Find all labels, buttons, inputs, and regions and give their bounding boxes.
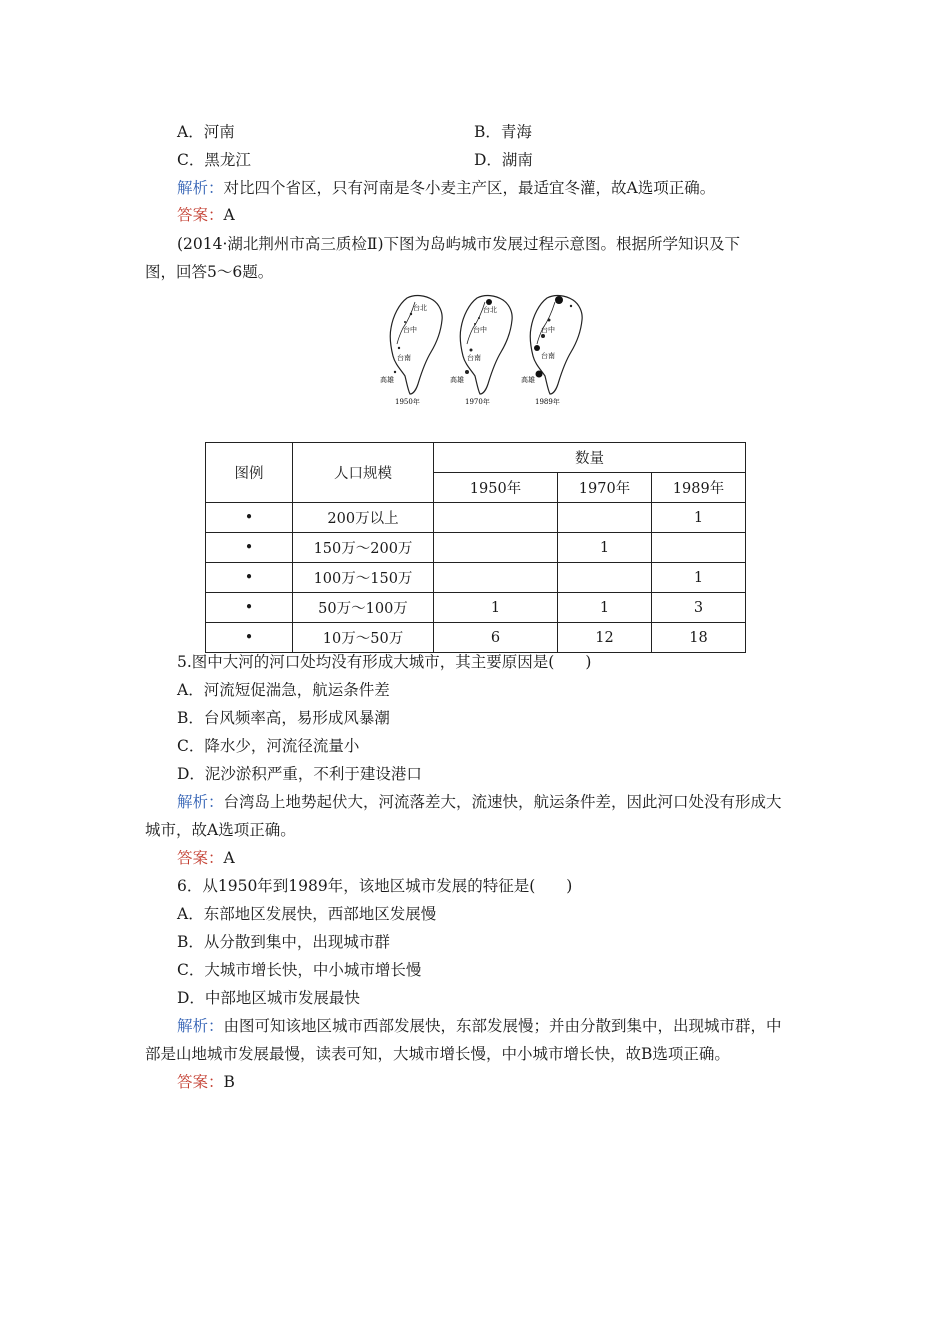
count-1970: 1 xyxy=(558,533,652,563)
count-1950 xyxy=(434,503,558,533)
legend-symbol: • xyxy=(206,503,293,533)
count-1970 xyxy=(558,503,652,533)
q4-analysis xyxy=(177,178,715,198)
header-year-1970: 1970年 xyxy=(558,473,652,503)
q5-analysis-line-2: 城市，故A选项正确。 xyxy=(145,821,296,839)
table-row xyxy=(206,503,746,533)
header-population-scale: 人口规模 xyxy=(293,443,434,503)
answer-label: 答案： xyxy=(177,849,224,867)
analysis-text: 台湾岛上地势起伏大，河流落差大，流速快，航运条件差，因此河口处没有形成大 xyxy=(223,793,782,811)
q4-option-b: B．青海 xyxy=(474,123,532,141)
map-panel-1989 xyxy=(521,296,582,406)
table-row xyxy=(206,593,746,623)
answer-value: A xyxy=(223,849,235,867)
svg-text:台中: 台中 xyxy=(473,326,487,334)
svg-text:台北: 台北 xyxy=(483,306,497,314)
intro-line-2: 图，回答5～6题。 xyxy=(145,263,274,281)
svg-text:高雄: 高雄 xyxy=(450,376,464,384)
q6-answer xyxy=(177,1072,235,1092)
map-label-taichung: 台中 xyxy=(403,326,417,334)
map-label-tainan: 台南 xyxy=(397,354,411,362)
map-label-taipei: 台北 xyxy=(413,304,427,312)
q6-analysis-line-2: 部是山地城市发展最慢，读表可知，大城市增长慢，中小城市增长快，故B选项正确。 xyxy=(145,1045,730,1063)
map-label-kaohsiung: 高雄 xyxy=(380,376,394,384)
table-row xyxy=(206,623,746,653)
count-1989: 1 xyxy=(652,563,746,593)
count-1970: 1 xyxy=(558,593,652,623)
analysis-label: 解析： xyxy=(177,793,224,811)
svg-text:台中: 台中 xyxy=(541,326,555,334)
count-1989: 3 xyxy=(652,593,746,623)
count-1950 xyxy=(434,563,558,593)
legend-symbol: • xyxy=(206,623,293,653)
island-city-development-maps xyxy=(375,288,585,413)
count-1989: 18 xyxy=(652,623,746,653)
count-1970 xyxy=(558,563,652,593)
header-year-1989: 1989年 xyxy=(652,473,746,503)
q4-option-d: D．湖南 xyxy=(474,151,533,169)
q5-analysis-line-1 xyxy=(177,792,782,812)
map-panel-1970 xyxy=(450,296,512,406)
count-1970: 12 xyxy=(558,623,652,653)
analysis-label: 解析： xyxy=(177,1017,224,1035)
q6-option-b: B．从分散到集中，出现城市群 xyxy=(177,933,390,951)
map-year-1950: 1950年 xyxy=(395,398,420,406)
header-legend: 图例 xyxy=(206,443,293,503)
count-1989: 1 xyxy=(652,503,746,533)
map-panel-1950 xyxy=(380,296,442,406)
legend-symbol: • xyxy=(206,563,293,593)
q5-option-c: C．降水少，河流径流量小 xyxy=(177,737,360,755)
header-year-1950: 1950年 xyxy=(434,473,558,503)
answer-value: B xyxy=(223,1073,235,1091)
answer-value: A xyxy=(223,206,235,224)
population-scale: 200万以上 xyxy=(293,503,434,533)
count-1989 xyxy=(652,533,746,563)
population-scale: 50万～100万 xyxy=(293,593,434,623)
analysis-text: 由图可知该地区城市西部发展快，东部发展慢；并由分散到集中，出现城市群，中 xyxy=(223,1017,782,1035)
svg-text:台南: 台南 xyxy=(467,354,481,362)
q6-option-c: C．大城市增长快，中小城市增长慢 xyxy=(177,961,422,979)
analysis-label: 解析： xyxy=(177,179,224,197)
q6-analysis-line-1 xyxy=(177,1016,782,1036)
q4-option-a: A．河南 xyxy=(177,123,235,141)
analysis-text: 对比四个省区，只有河南是冬小麦主产区，最适宜冬灌，故A选项正确。 xyxy=(223,179,716,197)
q5-option-a: A．河流短促湍急，航运条件差 xyxy=(177,681,390,699)
q4-option-c: C．黑龙江 xyxy=(177,151,251,169)
q5-option-b: B．台风频率高，易形成风暴潮 xyxy=(177,709,390,727)
count-1950: 6 xyxy=(434,623,558,653)
population-scale: 150万～200万 xyxy=(293,533,434,563)
table-row xyxy=(206,533,746,563)
q5-answer xyxy=(177,848,235,868)
intro-line-1: (2014·湖北荆州市高三质检Ⅱ)下图为岛屿城市发展过程示意图。根据所学知识及下 xyxy=(177,235,741,253)
population-scale: 10万～50万 xyxy=(293,623,434,653)
map-year-1989: 1989年 xyxy=(535,398,560,406)
table-row xyxy=(206,563,746,593)
q4-answer xyxy=(177,205,235,225)
answer-label: 答案： xyxy=(177,1073,224,1091)
answer-label: 答案： xyxy=(177,206,224,224)
count-1950 xyxy=(434,533,558,563)
q5-option-d: D．泥沙淤积严重，不利于建设港口 xyxy=(177,765,422,783)
svg-text:台南: 台南 xyxy=(541,352,555,360)
count-1950: 1 xyxy=(434,593,558,623)
city-population-table xyxy=(205,442,746,653)
q6-option-d: D．中部地区城市发展最快 xyxy=(177,989,360,1007)
population-scale: 100万～150万 xyxy=(293,563,434,593)
q5-stem: 5.图中大河的河口处均没有形成大城市，其主要原因是( ) xyxy=(177,653,592,671)
q6-option-a: A．东部地区发展快，西部地区发展慢 xyxy=(177,905,437,923)
legend-symbol: • xyxy=(206,533,293,563)
header-count: 数量 xyxy=(434,443,746,473)
svg-text:高雄: 高雄 xyxy=(521,376,535,384)
map-year-1970: 1970年 xyxy=(465,398,490,406)
q6-stem: 6．从1950年到1989年，该地区城市发展的特征是( ) xyxy=(177,877,573,895)
legend-symbol: • xyxy=(206,593,293,623)
